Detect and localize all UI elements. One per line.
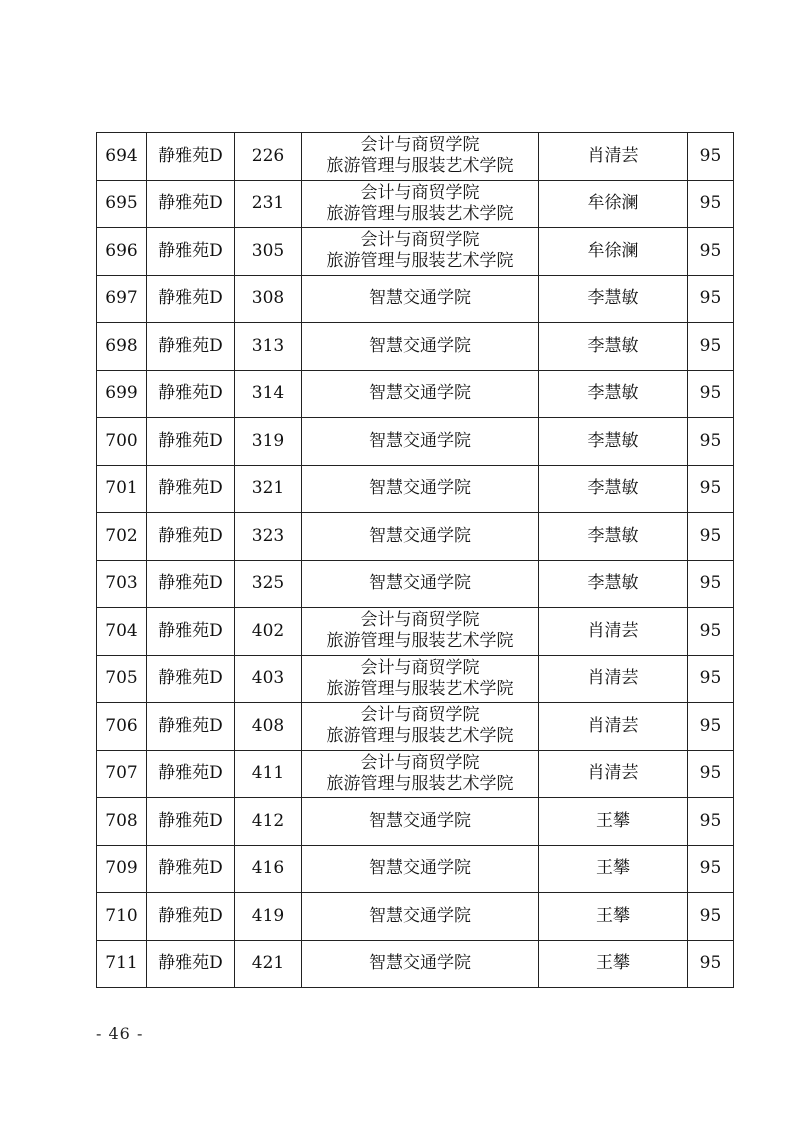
cell-room-number: 308: [235, 275, 302, 323]
cell-counselor-name: 肖清芸: [539, 703, 688, 751]
cell-room-number: 416: [235, 845, 302, 893]
cell-score: 95: [688, 370, 734, 418]
cell-building: 静雅苑D: [147, 940, 235, 988]
cell-building: 静雅苑D: [147, 180, 235, 228]
cell-room-number: 419: [235, 893, 302, 941]
cell-serial-number: 698: [97, 323, 147, 371]
table-row: [97, 940, 734, 988]
dormitory-score-table: [96, 132, 734, 988]
cell-score: 95: [688, 513, 734, 561]
cell-room-number: 412: [235, 798, 302, 846]
cell-score: 95: [688, 560, 734, 608]
cell-building: 静雅苑D: [147, 465, 235, 513]
table-row: [97, 893, 734, 941]
cell-counselor-name: 牟徐澜: [539, 180, 688, 228]
cell-building: 静雅苑D: [147, 228, 235, 276]
college-name-line: 会计与商贸学院: [360, 705, 480, 726]
cell-building: 静雅苑D: [147, 703, 235, 751]
table-row: [97, 370, 734, 418]
table-row: [97, 180, 734, 228]
cell-score: 95: [688, 133, 734, 181]
cell-room-number: 325: [235, 560, 302, 608]
cell-serial-number: 710: [97, 893, 147, 941]
cell-college: [302, 893, 539, 941]
cell-score: 95: [688, 418, 734, 466]
table-row: [97, 513, 734, 561]
cell-counselor-name: 肖清芸: [539, 655, 688, 703]
cell-room-number: 323: [235, 513, 302, 561]
cell-serial-number: 700: [97, 418, 147, 466]
cell-building: 静雅苑D: [147, 323, 235, 371]
cell-serial-number: 701: [97, 465, 147, 513]
cell-college: [302, 513, 539, 561]
cell-building: 静雅苑D: [147, 133, 235, 181]
cell-serial-number: 705: [97, 655, 147, 703]
cell-college: [302, 323, 539, 371]
cell-score: 95: [688, 323, 734, 371]
college-name-line: 智慧交通学院: [369, 335, 471, 356]
cell-college: [302, 845, 539, 893]
college-name-line: 智慧交通学院: [369, 288, 471, 309]
table-row: [97, 655, 734, 703]
college-name-line: 会计与商贸学院: [360, 135, 480, 156]
cell-room-number: 403: [235, 655, 302, 703]
cell-score: 95: [688, 228, 734, 276]
cell-college: [302, 940, 539, 988]
college-name-line: 旅游管理与服装艺术学院: [326, 631, 514, 652]
cell-counselor-name: 李慧敏: [539, 323, 688, 371]
college-name-line: 智慧交通学院: [369, 383, 471, 404]
cell-building: 静雅苑D: [147, 798, 235, 846]
table-row: [97, 845, 734, 893]
cell-room-number: 226: [235, 133, 302, 181]
cell-counselor-name: 李慧敏: [539, 513, 688, 561]
table-row: [97, 465, 734, 513]
college-name-line: 智慧交通学院: [369, 525, 471, 546]
cell-room-number: 321: [235, 465, 302, 513]
cell-score: 95: [688, 275, 734, 323]
cell-college: [302, 418, 539, 466]
cell-college: [302, 750, 539, 798]
cell-building: 静雅苑D: [147, 275, 235, 323]
cell-college: [302, 133, 539, 181]
cell-serial-number: 697: [97, 275, 147, 323]
table-row: [97, 608, 734, 656]
cell-college: [302, 180, 539, 228]
cell-building: 静雅苑D: [147, 418, 235, 466]
cell-building: 静雅苑D: [147, 370, 235, 418]
table-row: [97, 418, 734, 466]
college-name-line: 会计与商贸学院: [360, 752, 480, 773]
cell-college: [302, 798, 539, 846]
cell-building: 静雅苑D: [147, 560, 235, 608]
cell-counselor-name: 李慧敏: [539, 418, 688, 466]
cell-college: [302, 608, 539, 656]
cell-building: 静雅苑D: [147, 750, 235, 798]
table-row: [97, 750, 734, 798]
college-name-line: 旅游管理与服装艺术学院: [326, 773, 514, 794]
cell-room-number: 314: [235, 370, 302, 418]
cell-score: 95: [688, 940, 734, 988]
college-name-line: 智慧交通学院: [369, 953, 471, 974]
cell-serial-number: 704: [97, 608, 147, 656]
cell-building: 静雅苑D: [147, 655, 235, 703]
college-name-line: 会计与商贸学院: [360, 230, 480, 251]
cell-serial-number: 706: [97, 703, 147, 751]
cell-building: 静雅苑D: [147, 513, 235, 561]
college-name-line: 旅游管理与服装艺术学院: [326, 726, 514, 747]
college-name-line: 会计与商贸学院: [360, 182, 480, 203]
cell-counselor-name: 王攀: [539, 940, 688, 988]
cell-score: 95: [688, 180, 734, 228]
college-name-line: 智慧交通学院: [369, 905, 471, 926]
cell-serial-number: 702: [97, 513, 147, 561]
cell-serial-number: 711: [97, 940, 147, 988]
cell-score: 95: [688, 845, 734, 893]
table-row: [97, 798, 734, 846]
page-number: - 46 -: [96, 1024, 144, 1043]
cell-counselor-name: 肖清芸: [539, 608, 688, 656]
cell-counselor-name: 李慧敏: [539, 560, 688, 608]
cell-counselor-name: 李慧敏: [539, 465, 688, 513]
cell-counselor-name: 李慧敏: [539, 275, 688, 323]
college-name-line: 智慧交通学院: [369, 478, 471, 499]
cell-college: [302, 370, 539, 418]
college-name-line: 智慧交通学院: [369, 430, 471, 451]
college-name-line: 旅游管理与服装艺术学院: [326, 678, 514, 699]
cell-counselor-name: 肖清芸: [539, 750, 688, 798]
cell-room-number: 313: [235, 323, 302, 371]
college-name-line: 旅游管理与服装艺术学院: [326, 156, 514, 177]
cell-counselor-name: 王攀: [539, 893, 688, 941]
cell-college: [302, 275, 539, 323]
college-name-line: 旅游管理与服装艺术学院: [326, 251, 514, 272]
college-name-line: 智慧交通学院: [369, 573, 471, 594]
cell-score: 95: [688, 465, 734, 513]
cell-serial-number: 709: [97, 845, 147, 893]
cell-score: 95: [688, 750, 734, 798]
cell-serial-number: 699: [97, 370, 147, 418]
table-row: [97, 703, 734, 751]
college-name-line: 旅游管理与服装艺术学院: [326, 203, 514, 224]
college-name-line: 会计与商贸学院: [360, 610, 480, 631]
cell-score: 95: [688, 608, 734, 656]
cell-college: [302, 703, 539, 751]
cell-counselor-name: 李慧敏: [539, 370, 688, 418]
table-row: [97, 323, 734, 371]
college-name-line: 智慧交通学院: [369, 858, 471, 879]
cell-building: 静雅苑D: [147, 893, 235, 941]
cell-counselor-name: 王攀: [539, 845, 688, 893]
cell-serial-number: 696: [97, 228, 147, 276]
college-name-line: 会计与商贸学院: [360, 657, 480, 678]
cell-serial-number: 695: [97, 180, 147, 228]
cell-building: 静雅苑D: [147, 845, 235, 893]
cell-room-number: 231: [235, 180, 302, 228]
cell-serial-number: 703: [97, 560, 147, 608]
cell-building: 静雅苑D: [147, 608, 235, 656]
cell-room-number: 402: [235, 608, 302, 656]
table-row: [97, 560, 734, 608]
cell-college: [302, 560, 539, 608]
table-row: [97, 228, 734, 276]
cell-score: 95: [688, 655, 734, 703]
cell-room-number: 319: [235, 418, 302, 466]
cell-counselor-name: 王攀: [539, 798, 688, 846]
cell-score: 95: [688, 703, 734, 751]
cell-score: 95: [688, 798, 734, 846]
table-row: [97, 133, 734, 181]
cell-room-number: 411: [235, 750, 302, 798]
cell-college: [302, 228, 539, 276]
cell-college: [302, 465, 539, 513]
table-row: [97, 275, 734, 323]
cell-room-number: 305: [235, 228, 302, 276]
table-body: [97, 133, 734, 988]
cell-score: 95: [688, 893, 734, 941]
cell-serial-number: 707: [97, 750, 147, 798]
cell-counselor-name: 肖清芸: [539, 133, 688, 181]
cell-room-number: 408: [235, 703, 302, 751]
cell-counselor-name: 牟徐澜: [539, 228, 688, 276]
cell-room-number: 421: [235, 940, 302, 988]
college-name-line: 智慧交通学院: [369, 810, 471, 831]
cell-serial-number: 694: [97, 133, 147, 181]
cell-serial-number: 708: [97, 798, 147, 846]
cell-college: [302, 655, 539, 703]
